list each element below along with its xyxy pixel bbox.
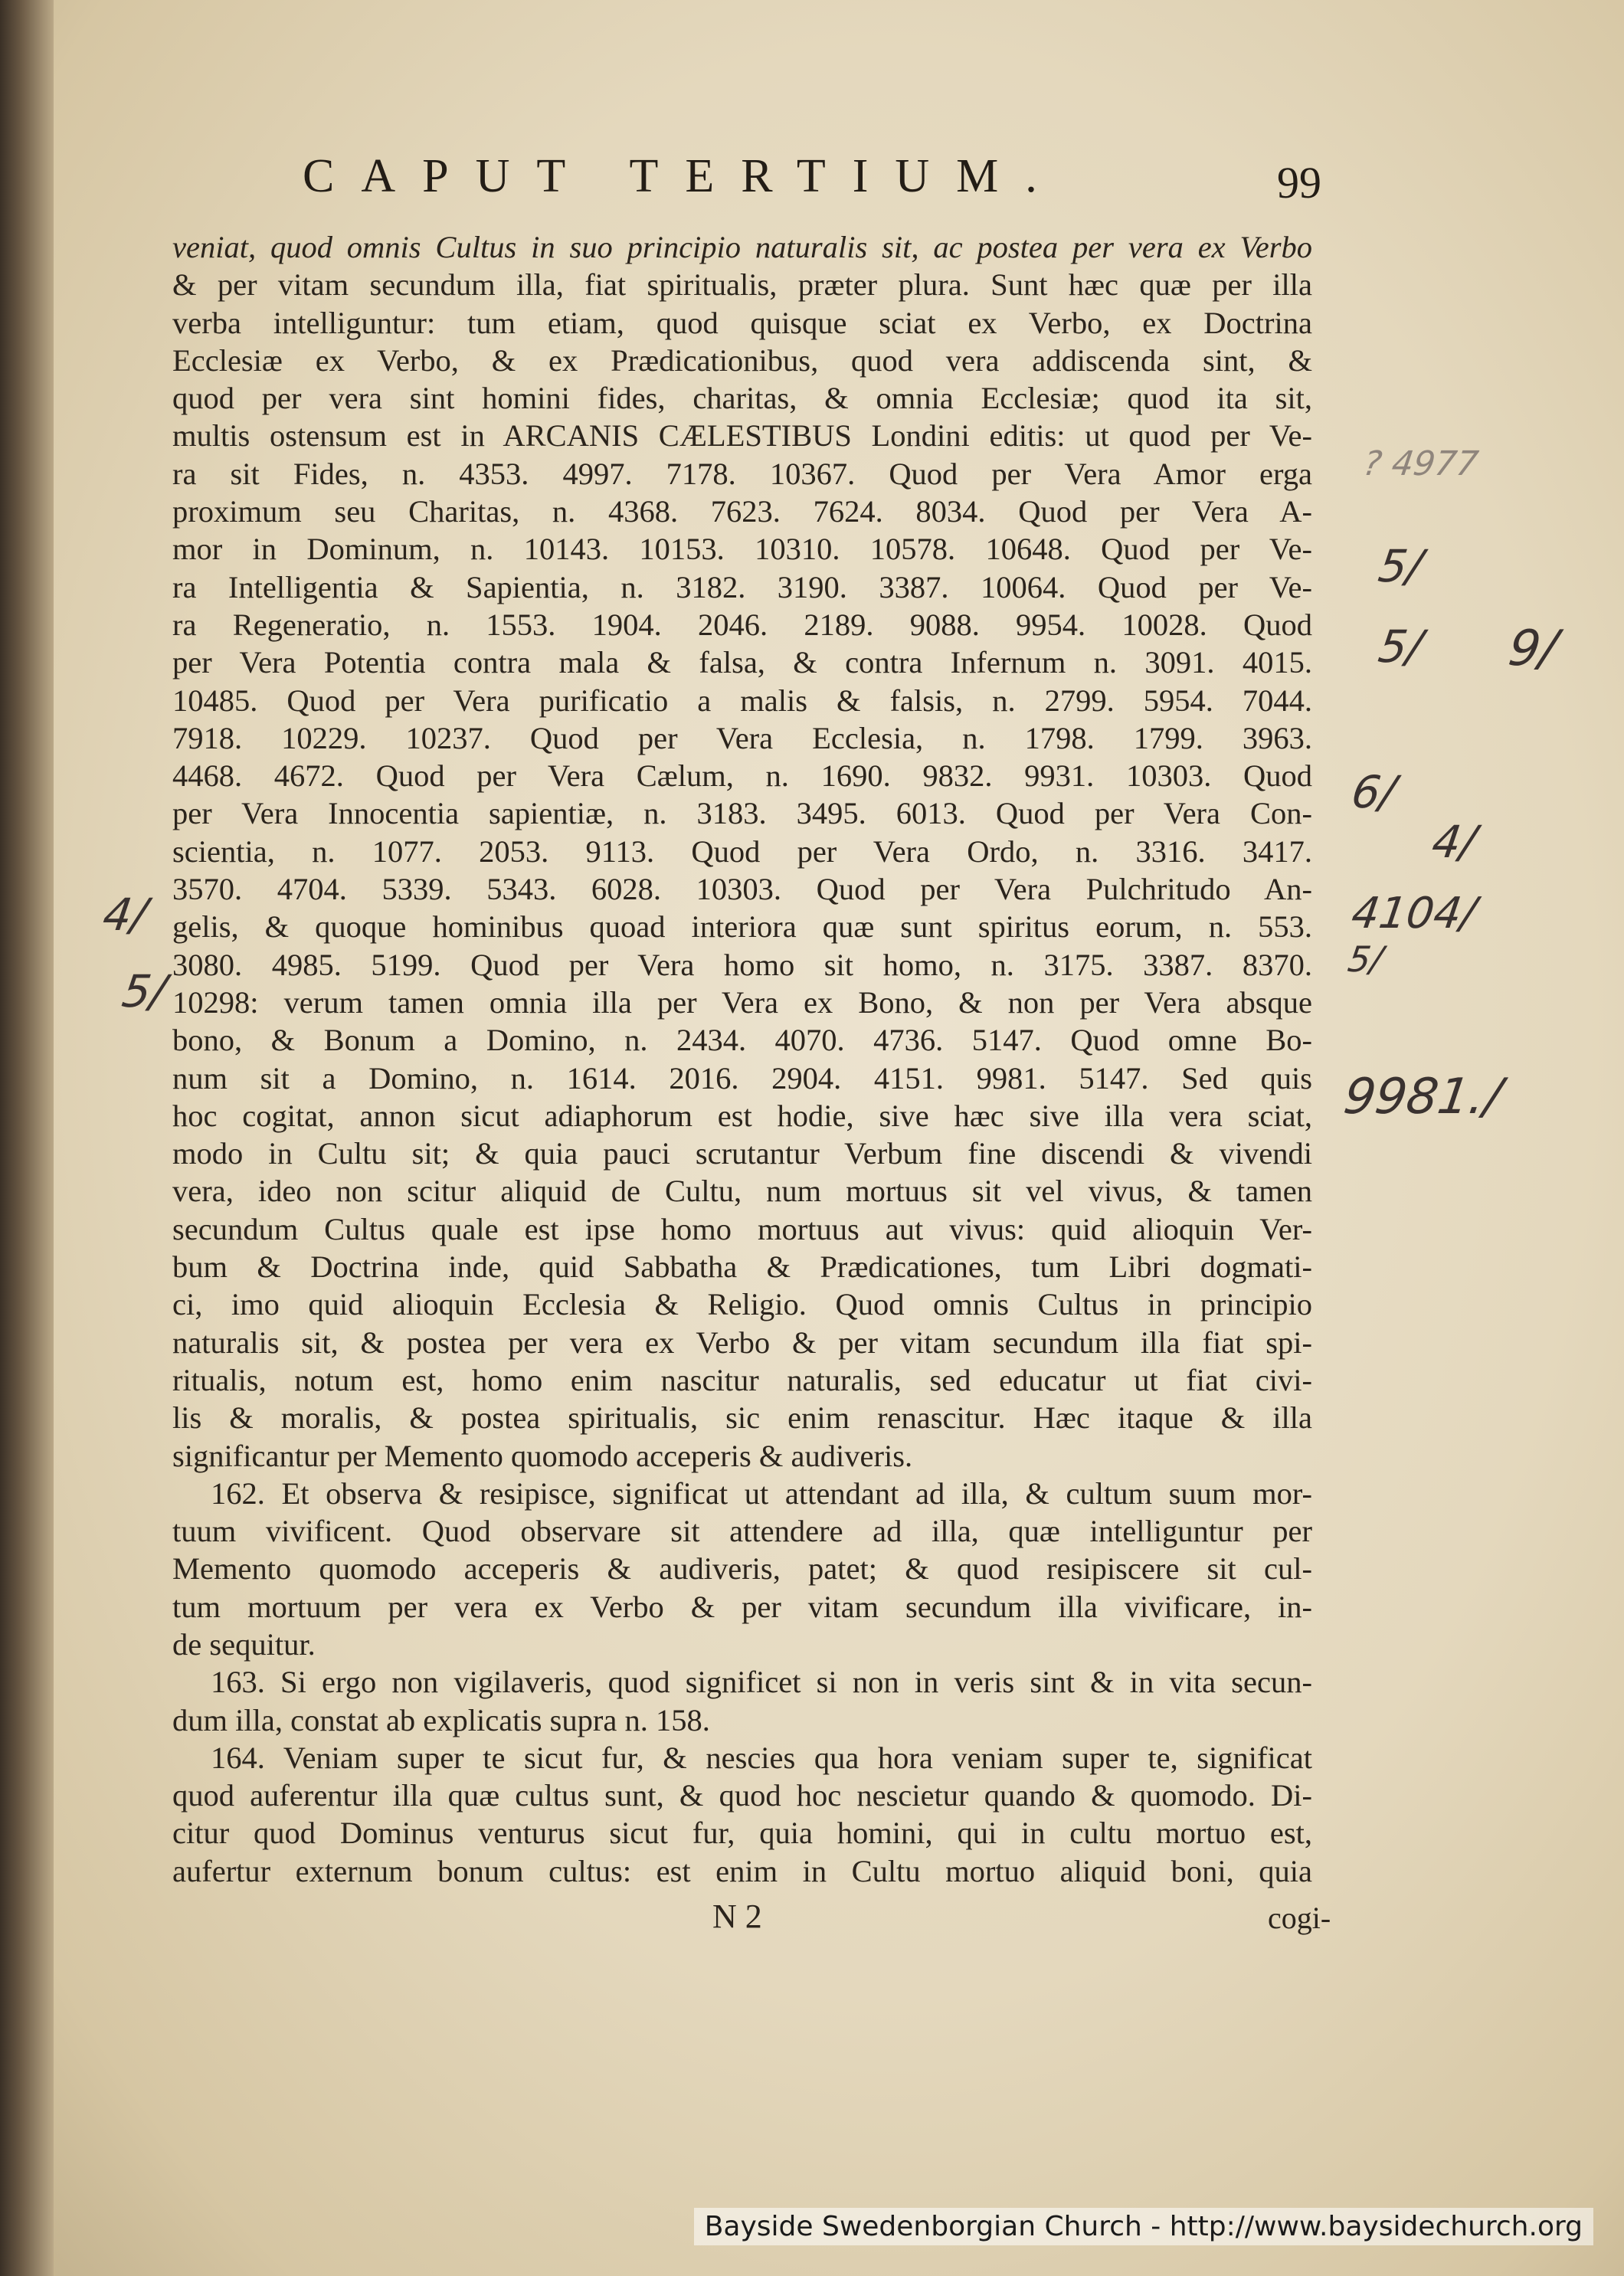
text-line: per Vera Potentia contra mala & falsa, & contra Infernum n. 3091. 4015. [172,645,1312,680]
text-line: bono, & Bonum a Domino, n. 2434. 4070. 4736. 5147. Quod omne Bo- [172,1023,1312,1058]
text-line: 10298: verum tamen omnia illa per Vera ex Bono, & non per Vera absque [172,984,1312,1020]
watermark: Bayside Swedenborgian Church - http://www.baysidechurch.org [694,2208,1593,2245]
body-text [172,228,1312,1890]
text-line: veniat, quod omnis Cultus in suo principio naturalis sit, ac postea per vera ex Verbo [172,230,1312,264]
margin-note: 9981./ [1340,1069,1505,1125]
text-line: ra Intelligentia & Sapientia, n. 3182. 3190. 3387. 10064. Quod per Ve- [172,569,1312,604]
paragraph-163-start: 163. Si ergo non vigilaveris, quod significet si non in veris sint & in vita secun- [211,1665,1312,1700]
margin-note: 5/ [119,965,170,1017]
text-line: Ecclesiæ ex Verbo, & ex Prædicationibus, quod vera addiscenda sint, & [172,342,1312,378]
text-line: lis & moralis, & postea spiritualis, sic enim renascitur. Hæc itaque & illa [172,1400,1312,1436]
margin-note: 5/ [1375,621,1426,673]
text-line: num sit a Domino, n. 1614. 2016. 2904. 4151. 9981. 5147. Sed quis [172,1060,1312,1095]
margin-note: 6/ [1348,766,1400,818]
paragraph-164-start: 164. Veniam super te sicut fur, & nescies qua hora veniam super te, significat [211,1740,1312,1775]
margin-note: 5/ [1375,540,1426,592]
text-line: verba intelliguntur: tum etiam, quod quisque sciat ex Verbo, ex Doctrina [172,305,1312,340]
text-line: naturalis sit, & postea per vera ex Verbo & per vitam secundum illa fiat spi- [172,1325,1312,1360]
text-line: hoc cogitat, annon sicut adiaphorum est hodie, sive hæc sive illa vera sciat, [172,1098,1312,1133]
text-line: ra Regeneratio, n. 1553. 1904. 2046. 2189. 9088. 9954. 10028. Quod [172,607,1312,642]
running-title: CAPUT TERTIUM. [303,150,1064,202]
text-line: aufertur externum bonum cultus: est enim in Cultu mortuo aliquid boni, quia [172,1853,1312,1888]
text-line: 10485. Quod per Vera purificatio a malis & falsis, n. 2799. 5954. 7044. [172,683,1312,718]
paragraph-162-start: 162. Et observa & resipisce, significat ut attendant ad illa, & cultum suum mor- [211,1475,1312,1511]
text-line: multis ostensum est in ARCANIS CÆLESTIBUS Londini editis: ut quod per Ve- [172,418,1312,454]
margin-note: 4/ [1429,816,1480,868]
text-line: proximum seu Charitas, n. 4368. 7623. 7624. 8034. Quod per Vera A- [172,494,1312,529]
text-line: vera, ideo non scitur aliquid de Cultu, num mortuus sit vel vivus, & tamen [172,1174,1312,1209]
text-line: bum & Doctrina inde, quid Sabbatha & Prædicationes, tum Libri dogmati- [172,1249,1312,1285]
margin-note: 5/ [1345,938,1386,980]
text-line: tuum vivificent. Quod observare sit attendere ad illa, quæ intelliguntur per [172,1514,1312,1549]
text-line: mor in Dominum, n. 10143. 10153. 10310. 10578. 10648. Quod per Ve- [172,532,1312,567]
text-line: 3570. 4704. 5339. 5343. 6028. 10303. Quod per Vera Pulchritudo An- [172,872,1312,907]
text-line: quod per vera sint homini fides, charitas, & omnia Ecclesiæ; quod ita sit, [172,381,1312,416]
text-line: 4468. 4672. Quod per Vera Cælum, n. 1690. 9832. 9931. 10303. Quod [172,758,1312,794]
margin-note: ? 4977 [1360,444,1481,483]
text-line: secundum Cultus quale est ipse homo mortuus aut vivus: quid alioquin Ver- [172,1211,1312,1246]
text-line: ci, imo quid alioquin Ecclesia & Religio. Quod omnis Cultus in principio [172,1287,1312,1322]
text-line: ritualis, notum est, homo enim nascitur naturalis, sed educatur ut fiat civi- [172,1362,1312,1397]
text-line: gelis, & quoque hominibus quoad interiora quæ sunt spiritus eorum, n. 553. [172,909,1312,945]
margin-note: 4104/ [1348,889,1479,938]
text-line: 3080. 4985. 5199. Quod per Vera homo sit homo, n. 3175. 3387. 8370. [172,947,1312,982]
text-line: significantur per Memento quomodo acceperis & audiveris. [172,1438,913,1473]
text-line: Memento quomodo acceperis & audiveris, patet; & quod resipiscere sit cul- [172,1551,1312,1587]
margin-note: 9/ [1504,621,1561,677]
signature-mark: N 2 [712,1898,762,1935]
margin-note: 4/ [100,889,151,941]
text-line: quod auferentur illa quæ cultus sunt, & quod hoc nescietur quando & quomodo. Di- [172,1778,1312,1813]
text-line: modo in Cultu sit; & quia pauci scrutantur Verbum fine discendi & vivendi [172,1136,1312,1171]
text-line: tum mortuum per vera ex Verbo & per vitam secundum illa vivificare, in- [172,1589,1312,1624]
text-line: dum illa, constat ab explicatis supra n. 158. [172,1702,710,1737]
page-header [303,149,1321,211]
catchword: cogi- [1268,1901,1331,1935]
text-line: de sequitur. [172,1626,316,1662]
page-number: 99 [1277,158,1321,208]
text-line: & per vitam secundum illa, fiat spiritualis, præter plura. Sunt hæc quæ per illa [172,267,1312,303]
book-gutter [0,0,54,2276]
text-line: scientia, n. 1077. 2053. 9113. Quod per Vera Ordo, n. 3316. 3417. [172,833,1312,869]
text-line: ra sit Fides, n. 4353. 4997. 7178. 10367. Quod per Vera Amor erga [172,456,1312,491]
text-line: per Vera Innocentia sapientiæ, n. 3183. 3495. 6013. Quod per Vera Con- [172,796,1312,831]
text-line: citur quod Dominus venturus sicut fur, quia homini, qui in cultu mortuo est, [172,1816,1312,1851]
text-line: 7918. 10229. 10237. Quod per Vera Ecclesia, n. 1798. 1799. 3963. [172,720,1312,755]
